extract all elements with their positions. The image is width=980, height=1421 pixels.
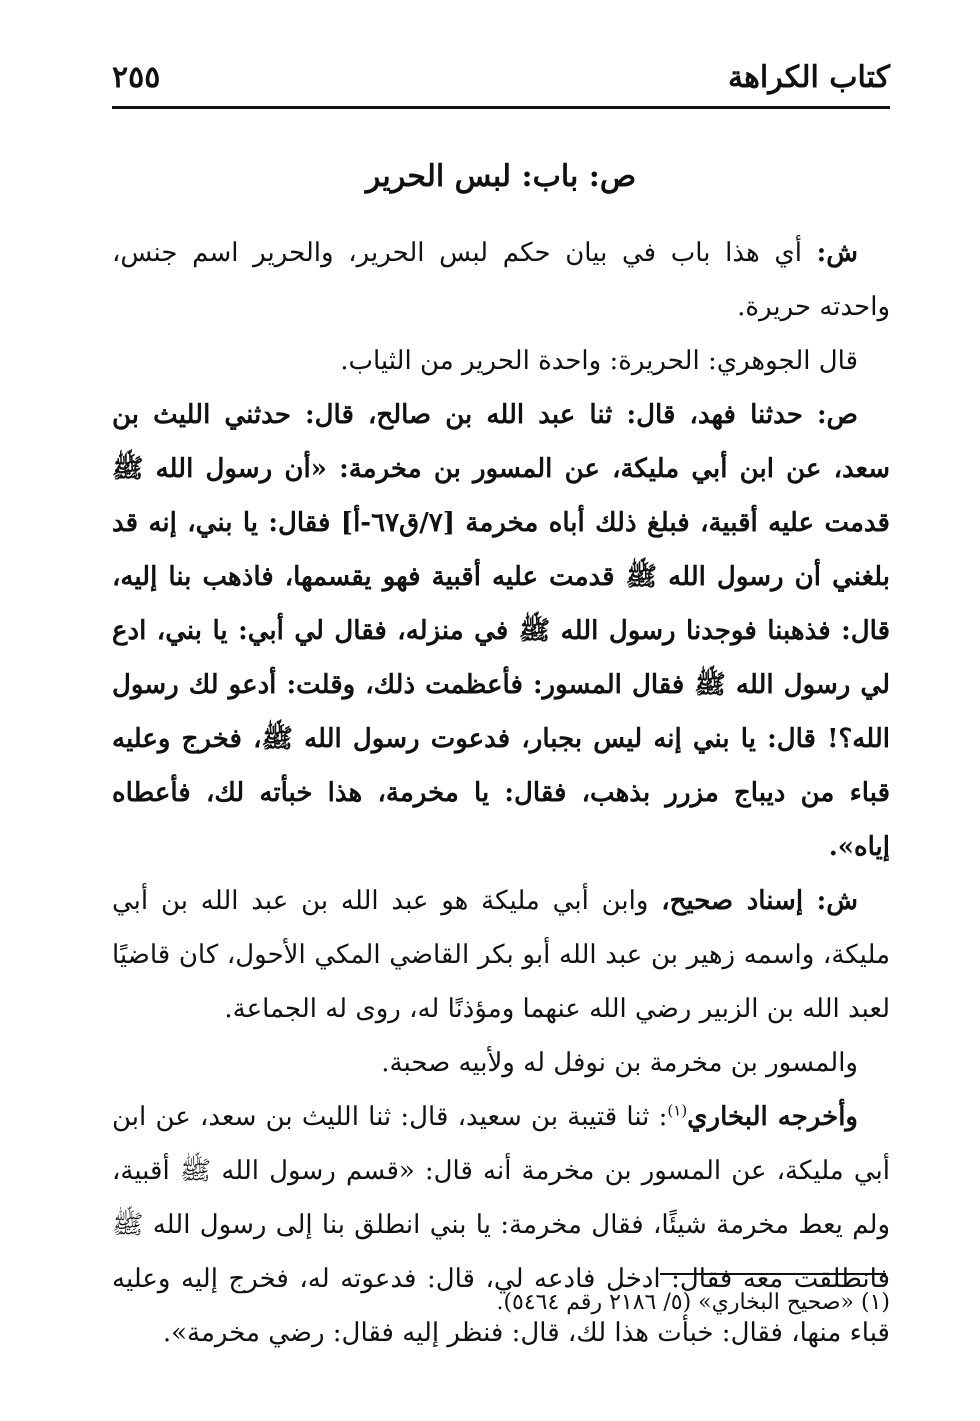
hadith-paragraph: ص: حدثنا فهد، قال: ثنا عبد الله بن صالح، قال: حدثني الليث بن سعد، عن ابن أبي مليكة، عن المسور بن مخرمة: «أن رسول الله ﷺ قدمت عليه أقبية، فبلغ ذلك أباه مخرمة [٧/ق٦٧-أ] فقال: يا بني، إنه قد بلغني أن رسول الله ﷺ قدمت عليه أقبية فهو يقسمها، فاذهب بنا إليه، قال: فذهبنا فوجدنا رسول الله ﷺ في منزله، فقال لي أبي: يا بني، ادع لي رسول الله ﷺ فقال المسور: فأعظمت ذلك، وقلت: أدعو لك رسول الله؟! قال: يا بني إنه ليس بجبار، فدعوت رسول الله ﷺ، فخرج وعليه قباء من ديباج مزرر بذهب، فقال: يا مخرمة، هذا خبأته لك، فأعطاه إياه». bbox=[112, 400, 890, 862]
footnote-rule bbox=[660, 1273, 886, 1275]
footnote-ref: (١) bbox=[667, 1101, 688, 1120]
paragraph-lead: ش: bbox=[816, 238, 858, 268]
paragraph-text: أي هذا باب في بيان حكم لبس الحرير، والحرير اسم جنس، واحدته حريرة. bbox=[112, 238, 890, 322]
running-title: كتاب الكراهة bbox=[728, 60, 890, 95]
page-body bbox=[112, 150, 890, 1360]
commentary-paragraph-2 bbox=[112, 874, 890, 1036]
commentary-paragraph-1 bbox=[112, 226, 890, 334]
paragraph-lead: وأخرجه البخاري bbox=[687, 1102, 858, 1132]
section-title: ص: باب: لبس الحرير bbox=[365, 159, 637, 194]
paragraph-text: وابن أبي مليكة هو عبد الله بن عبد الله بن أبي مليكة، واسمه زهير بن عبد الله أبو بكر القاضي المكي الأحول، كان قاضيًا لعبد الله بن الزبير رضي الله عنهما ومؤذنًا له، روى له الجماعة. bbox=[112, 886, 890, 1024]
header-rule bbox=[112, 106, 890, 109]
note-paragraph: والمسور بن مخرمة بن نوفل له ولأبيه صحبة. bbox=[381, 1048, 858, 1078]
footnote: (١) «صحيح البخاري» (٥/ ٢١٨٦ رقم ٥٤٦٤). bbox=[496, 1290, 890, 1315]
page-number: ٢٥٥ bbox=[112, 60, 161, 95]
paragraph-text: : ثنا قتيبة بن سعيد، قال: ثنا الليث بن سعد، عن ابن أبي مليكة، عن المسور بن مخرمة أنه قال: «قسم رسول الله ﷺ أقبية، ولم يعط مخرمة شيئًا، فقال مخرمة: يا بني انطلق بنا إلى رسول الله ﷺ فانطلقت معه فقال: ادخل فادعه لي، قال: فدعوته له، فخرج إليه وعليه قباء منها، فقال: خبأت هذا لك، قال: فنظر إليه فقال: رضي مخرمة». bbox=[112, 1102, 890, 1348]
paragraph-lead: ش: إسناد صحيح، bbox=[661, 886, 858, 916]
quote-paragraph: قال الجوهري: الحريرة: واحدة الحرير من الثياب. bbox=[340, 346, 858, 376]
page-header bbox=[112, 52, 890, 112]
